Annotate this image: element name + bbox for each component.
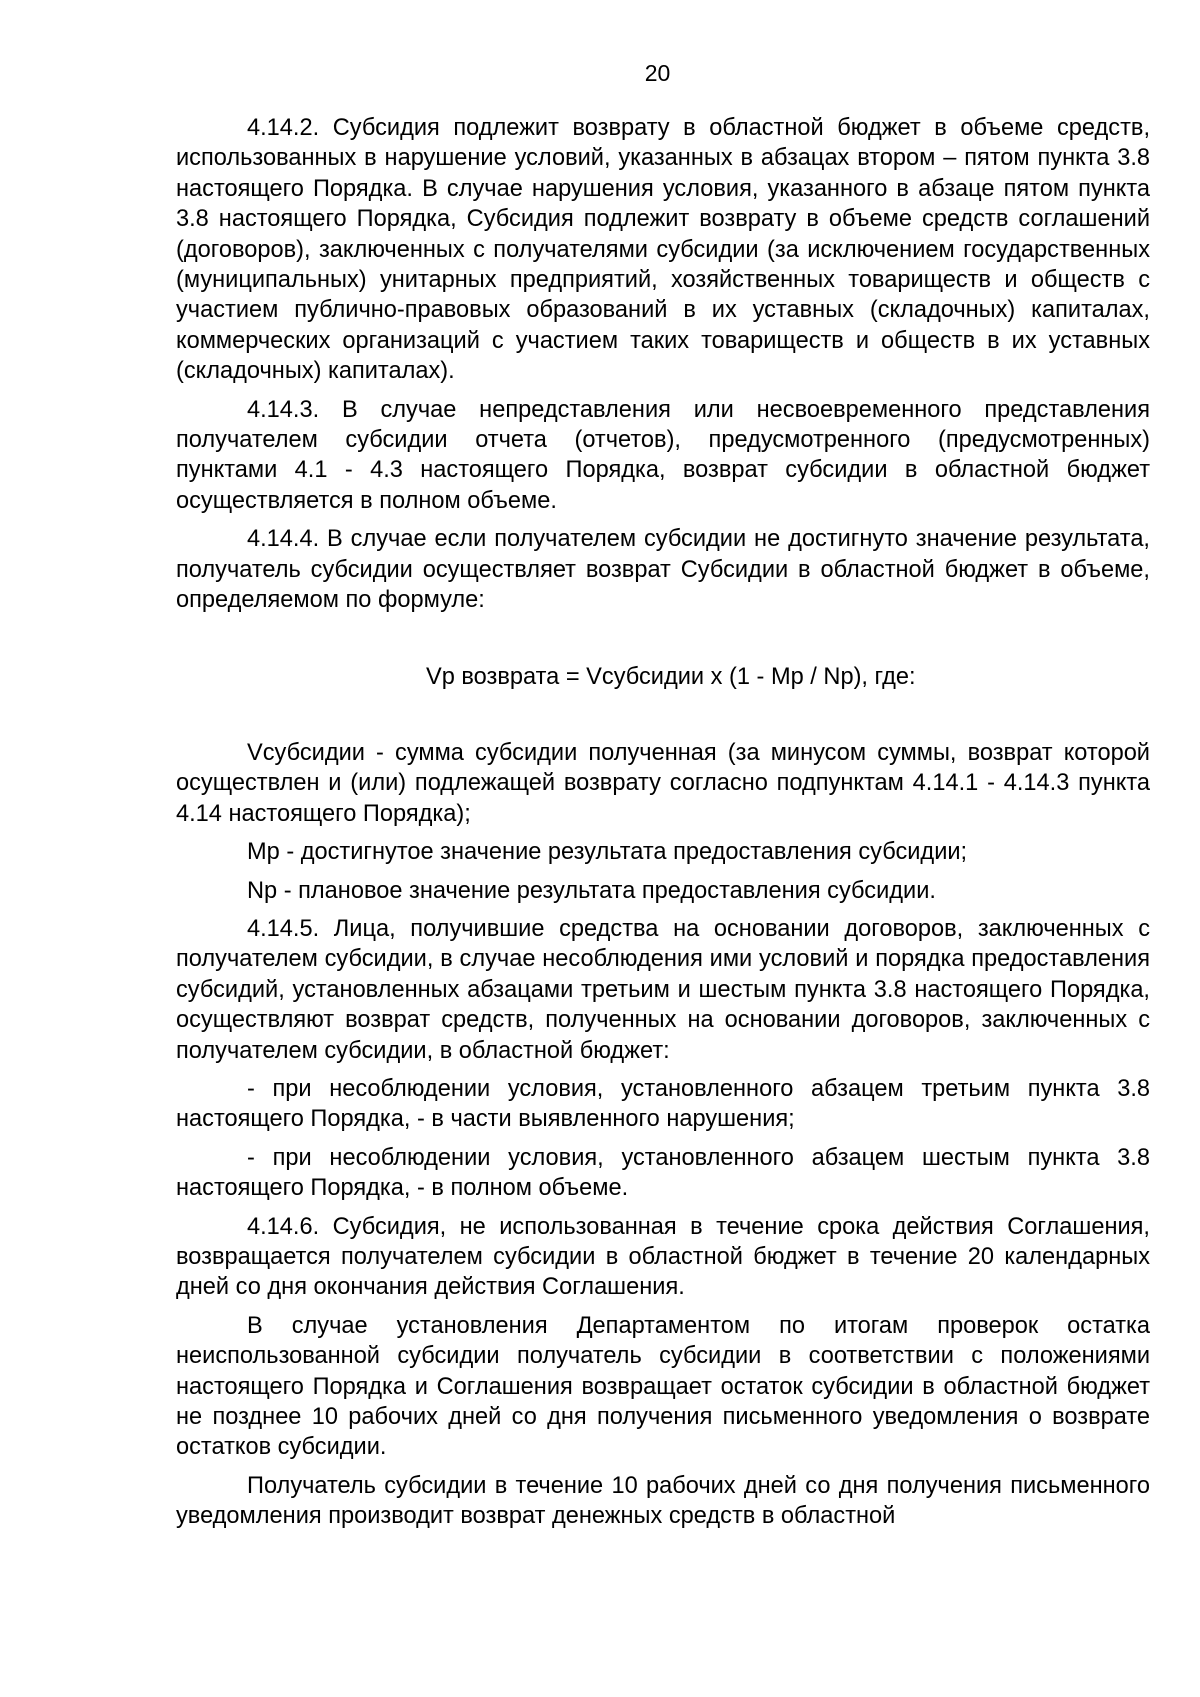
list-item-third-paragraph: - при несоблюдении условия, установленного абзацем третьим пункта 3.8 настоящего Порядка, - в части выявленного нарушения; — [176, 1075, 1150, 1133]
paragraph-4-14-3: 4.14.3. В случае непредставления или несвоевременного представления получателем субсидии отчета (отчетов), предусмотренного (предусмотренных) пунктами 4.1 - 4.3 настоящего Порядка, возврат субсидии в областной бюджет осуществляется в полном объеме. — [176, 396, 1150, 514]
page-number: 20 — [644, 60, 671, 86]
paragraph-4-14-4: 4.14.4. В случае если получателем субсидии не достигнуто значение результата, получатель субсидии осуществляет возврат Субсидии в областной бюджет в объеме, определяемом по формуле: — [176, 526, 1150, 614]
definition-m-result: Mр - достигнутое значение результата предоставления субсидии; — [247, 839, 968, 866]
definition-v-subsidy: Vсубсидии - сумма субсидии полученная (за минусом суммы, возврат которой осуществлен и (или) подлежащей возврату согласно подпунктам 4.14.1 - 4.14.3 пункта 4.14 настоящего Порядка); — [176, 739, 1150, 827]
document-body — [176, 113, 1150, 1540]
paragraph-remaining-subsidy: В случае установления Департаментом по итогам проверок остатка неиспользованной субсидии получатель субсидии в соответствии с положениями настоящего Порядка и Соглашения возвращает остаток субсидии в областной бюджет не позднее 10 рабочих дней со дня получения письменного уведомления о возврате остатков субсидии. — [176, 1312, 1150, 1461]
definition-n-plan: Nр - плановое значение результата предоставления субсидии. — [247, 877, 936, 904]
list-item-sixth-paragraph: - при несоблюдении условия, установленного абзацем шестым пункта 3.8 настоящего Порядка, - в полном объеме. — [176, 1144, 1150, 1202]
paragraph-4-14-5: 4.14.5. Лица, получившие средства на основании договоров, заключенных с получателем субсидии, в случае несоблюдения ими условий и порядка предоставления субсидий, установленных абзацами третьим и шестым пункта 3.8 настоящего Порядка, осуществляют возврат средств, полученных на основании договоров, заключенных с получателем субсидии, в областной бюджет: — [176, 915, 1150, 1064]
paragraph-4-14-2: 4.14.2. Субсидия подлежит возврату в областной бюджет в объеме средств, использованных в нарушение условий, указанных в абзацах втором – пятом пункта 3.8 настоящего Порядка. В случае нарушения условия, указанного в абзаце пятом пункта 3.8 настоящего Порядка, Субсидия подлежит возврату в объеме средств соглашений (договоров), заключенных с получателями субсидии (за исключением государственных (муниципальных) унитарных предприятий, хозяйственных товариществ и обществ с участием публично-правовых образований в их уставных (складочных) капиталах, коммерческих организаций с участием таких товариществ и обществ в их уставных (складочных) капиталах). — [176, 115, 1150, 385]
return-formula: Vр возврата = Vсубсидии x (1 - Mр / Nр), где: — [426, 663, 916, 690]
paragraph-return-funds: Получатель субсидии в течение 10 рабочих дней со дня получения письменного уведомления производит возврат денежных средств в областной — [176, 1472, 1150, 1530]
paragraph-4-14-6: 4.14.6. Субсидия, не использованная в течение срока действия Соглашения, возвращается получателем субсидии в областной бюджет в течение 20 календарных дней со дня окончания действия Соглашения. — [176, 1213, 1150, 1301]
